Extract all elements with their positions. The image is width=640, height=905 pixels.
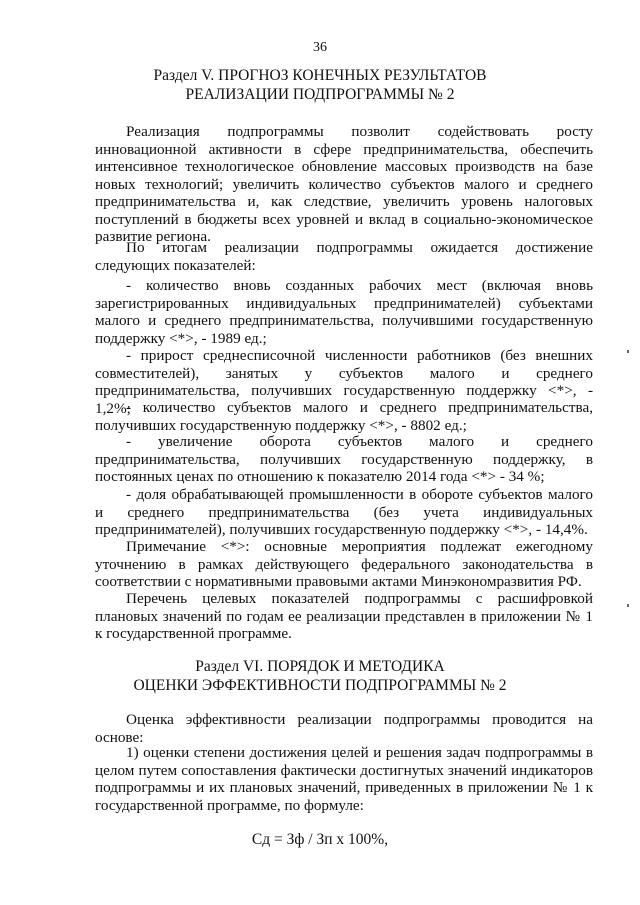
list-item-subjects-count: - количество субъектов малого и среднего предпринимательства, получивших государственную поддержку <*>, - 8802 ед.; — [95, 399, 593, 434]
paragraph-intro: Реализация подпрограммы позволит содействовать росту инновационной активности в сфере предпринимательства, обеспечить интенсивное технологическое обновление массовых производств на базе новых технологий; увеличить количество субъектов малого и среднего предпринимательства и, как следствие, увеличить уровень налоговых поступлений в бюджеты всех уровней и вклад в социально-экономическое развитие региона. — [95, 123, 593, 245]
paragraph-goal-achievement: 1) оценки степени достижения целей и решения задач подпрограммы в целом путем сопоставления фактически достигнутых значений индикаторов подпрограммы и их плановых значений, приведенных в приложении № 1 к государственной программе, по формуле: — [95, 744, 593, 814]
list-item-employee-growth: - прирост среднесписочной численности работников (без внешних совместителей), занятых у субъектов малого и среднего предпринимательства, получивших государственную поддержку <*>, - 1,2%; — [95, 347, 593, 417]
section-5-title-line-1: Раздел V. ПРОГНОЗ КОНЕЧНЫХ РЕЗУЛЬТАТОВ — [153, 67, 487, 84]
paragraph-evaluation-basis: Оценка эффективности реализации подпрограммы проводится на основе: — [95, 711, 593, 746]
section-6-title-line-2: ОЦЕНКИ ЭФФЕКТИВНОСТИ ПОДПРОГРАММЫ № 2 — [133, 677, 507, 694]
section-5-title-line-2: РЕАЛИЗАЦИИ ПОДПРОГРАММЫ № 2 — [185, 86, 455, 103]
list-item-new-jobs: - количество вновь созданных рабочих мест (включая вновь зарегистрированных индивидуальных предпринимателей) субъектами малого и среднего предпринимательства, получившими государственную поддержку <*>, - 1989 ед.; — [95, 277, 593, 347]
section-6-title-line-1: Раздел VI. ПОРЯДОК И МЕТОДИКА — [195, 658, 445, 675]
list-item-manufacturing-share: - доля обрабатывающей промышленности в обороте субъектов малого и среднего предпринимательства (без учета индивидуальных предпринимателей), получивших государственную поддержку <*>, - 14,4%. — [95, 486, 593, 538]
page-number: 36 — [313, 40, 327, 55]
paragraph-indicator-list: Перечень целевых показателей подпрограммы с расшифровкой плановых значений по годам ее реализации представлен в приложении № 1 к государственной программе. — [95, 590, 593, 642]
scan-speck — [627, 604, 629, 607]
list-item-turnover-increase: - увеличение оборота субъектов малого и среднего предпринимательства, получивших государственную поддержку, в постоянных ценах по отношению к показателю 2014 года <*> - 34 %; — [95, 433, 593, 485]
paragraph-expected-results: По итогам реализации подпрограммы ожидается достижение следующих показателей: — [95, 239, 593, 274]
scan-speck — [627, 350, 629, 353]
formula: Сд = Зф / Зп х 100%, — [251, 831, 389, 848]
note-paragraph: Примечание <*>: основные мероприятия подлежат ежегодному уточнению в рамках действующего федерального законодательства в соответствии с нормативными правовыми актами Минэкономразвития РФ. — [95, 538, 593, 590]
